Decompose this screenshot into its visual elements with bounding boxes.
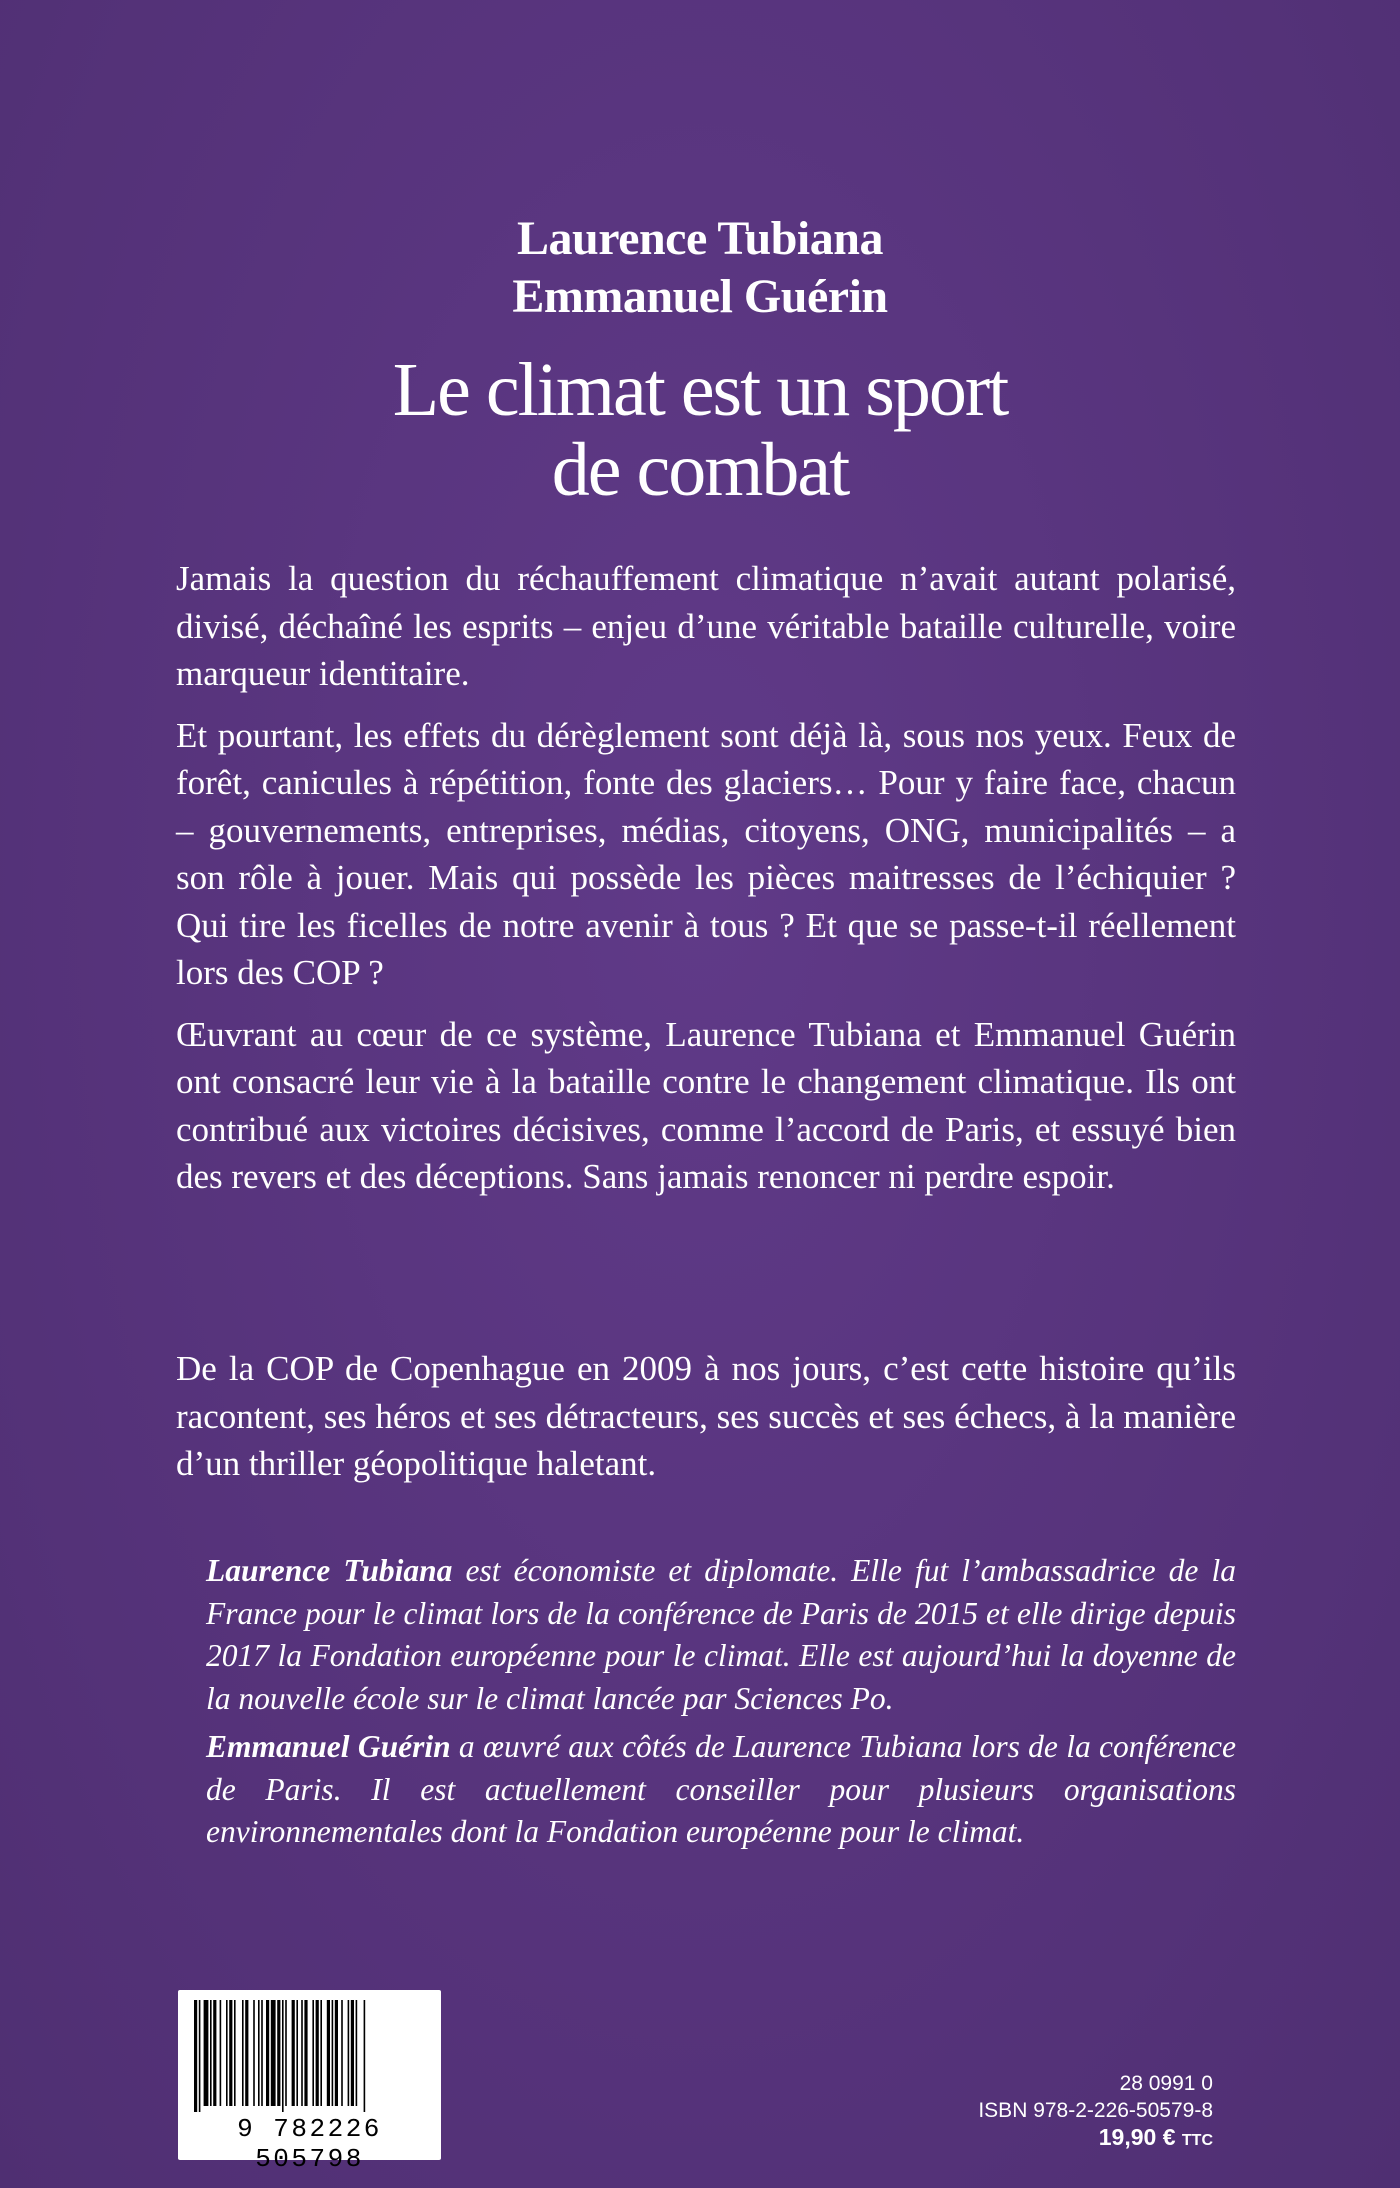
barcode-bar: [282, 2000, 284, 2112]
barcode-bar: [242, 2000, 244, 2106]
barcode-bar: [304, 2000, 307, 2106]
barcode-bar: [285, 2000, 287, 2106]
barcode-bar: [220, 2000, 222, 2106]
barcode-bar: [351, 2000, 354, 2106]
barcode-bar: [327, 2000, 330, 2106]
barcode-bar: [204, 2000, 209, 2106]
author-bio-2-text: a œuvré aux côtés de Laurence Tubiana lors de la conférence de Paris. Il est actuellement conseiller pour plusieurs organisations environnementales dont la Fondation européenne pour le climat.: [206, 1729, 1237, 1849]
barcode-bar: [320, 2000, 322, 2106]
author-bio-2-name: Emmanuel Guérin: [206, 1729, 451, 1764]
barcode-bar: [199, 2000, 201, 2112]
blurb-text-closing: [176, 1345, 1236, 1502]
barcode-bar: [258, 2000, 260, 2106]
author-bio-1-text: est économiste et diplomate. Elle fut l’ambassadrice de la France pour le climat lors de la conférence de Paris de 2015 et elle dirige depuis 2017 la Fondation européenne pour le climat. Elle est aujourd’hui la doyenne de la nouvelle école sur le climat lancée par Sciences Po.: [206, 1553, 1236, 1716]
barcode-bar: [261, 2000, 263, 2106]
blurb-paragraph-3: Œuvrant au cœur de ce système, Laurence Tubiana et Emmanuel Guérin ont consacré leur vie à la bataille contre le changement climatique. Ils ont contribué aux victoires décisives, comme l’accord de Paris, et essuyé bien des revers et des déceptions. Sans jamais renoncer ni perdre espoir.: [176, 1014, 1236, 1196]
barcode-bar: [312, 2000, 314, 2106]
price: [978, 2124, 1213, 2154]
blurb-paragraph-4: De la COP de Copenhague en 2009 à nos jours, c’est cette histoire qu’ils racontent, ses héros et ses détracteurs, ses succès et ses échecs, à la manière d’un thriller géopolitique haletant.: [176, 1349, 1236, 1483]
book-title-line-2: de combat: [551, 428, 849, 512]
barcode-bar: [266, 2000, 269, 2106]
barcode-bar: [292, 2000, 295, 2106]
barcode-bar: [348, 2000, 350, 2106]
barcode-bar: [253, 2000, 255, 2106]
barcode-bar: [364, 2000, 366, 2112]
isbn: ISBN 978-2-226-50579-8: [978, 2099, 1213, 2122]
price-info: [978, 2070, 1213, 2154]
barcode-bar: [341, 2000, 343, 2106]
author-name-2: Emmanuel Guérin: [512, 270, 888, 323]
blurb-paragraph-1: Jamais la question du réchauffement climatique n’avait autant polarisé, divisé, déchaîné les esprits – enjeu d’une véritable bataille culturelle, voire marqueur identitaire.: [176, 559, 1236, 693]
barcode-bar: [234, 2000, 236, 2106]
author-bio-1-name: Laurence Tubiana: [206, 1553, 453, 1588]
blurb-text: [176, 555, 1236, 1215]
barcode-bar: [210, 2000, 212, 2106]
barcode-digits: 9 782226 505798: [237, 2114, 382, 2174]
barcode-bars: [194, 2000, 425, 2112]
barcode-bar: [213, 2000, 216, 2106]
price-tax: TTC: [1181, 2132, 1213, 2149]
author-bios: [206, 1550, 1236, 1860]
barcode-bar: [277, 2000, 280, 2106]
barcode-bar: [316, 2000, 319, 2106]
barcode-bar: [301, 2000, 303, 2106]
book-title-line-1: Le climat est un sport: [392, 348, 1008, 432]
author-bio-1: [206, 1550, 1236, 1720]
barcode-bar: [194, 2000, 197, 2112]
barcode-bar: [335, 2000, 338, 2106]
barcode-bar: [356, 2000, 358, 2106]
barcode-bar: [332, 2000, 334, 2106]
barcode-bar: [229, 2000, 232, 2106]
product-code: 28 0991 0: [1119, 2072, 1213, 2095]
barcode-bar: [271, 2000, 276, 2106]
barcode: [178, 1990, 441, 2174]
barcode-bar: [226, 2000, 228, 2106]
blurb-paragraph-2: Et pourtant, les effets du dérèglement sont déjà là, sous nos yeux. Feux de forêt, canicules à répétition, fonte des glaciers… Pour y faire face, chacun – gouvernements, entreprises, médias, citoyens, ONG, municipalités – a son rôle à jouer. Mais qui possède les pièces maitresses de l’échiquier ? Qui tire les ficelles de notre avenir à tous ? Et que se passe-t-il réellement lors des COP ?: [176, 715, 1236, 992]
price-value: 19,90 €: [1098, 2124, 1176, 2150]
barcode-bar: [245, 2000, 248, 2106]
barcode-bar: [296, 2000, 298, 2106]
author-bio-2: [206, 1726, 1236, 1854]
author-name-1: Laurence Tubiana: [517, 212, 883, 265]
